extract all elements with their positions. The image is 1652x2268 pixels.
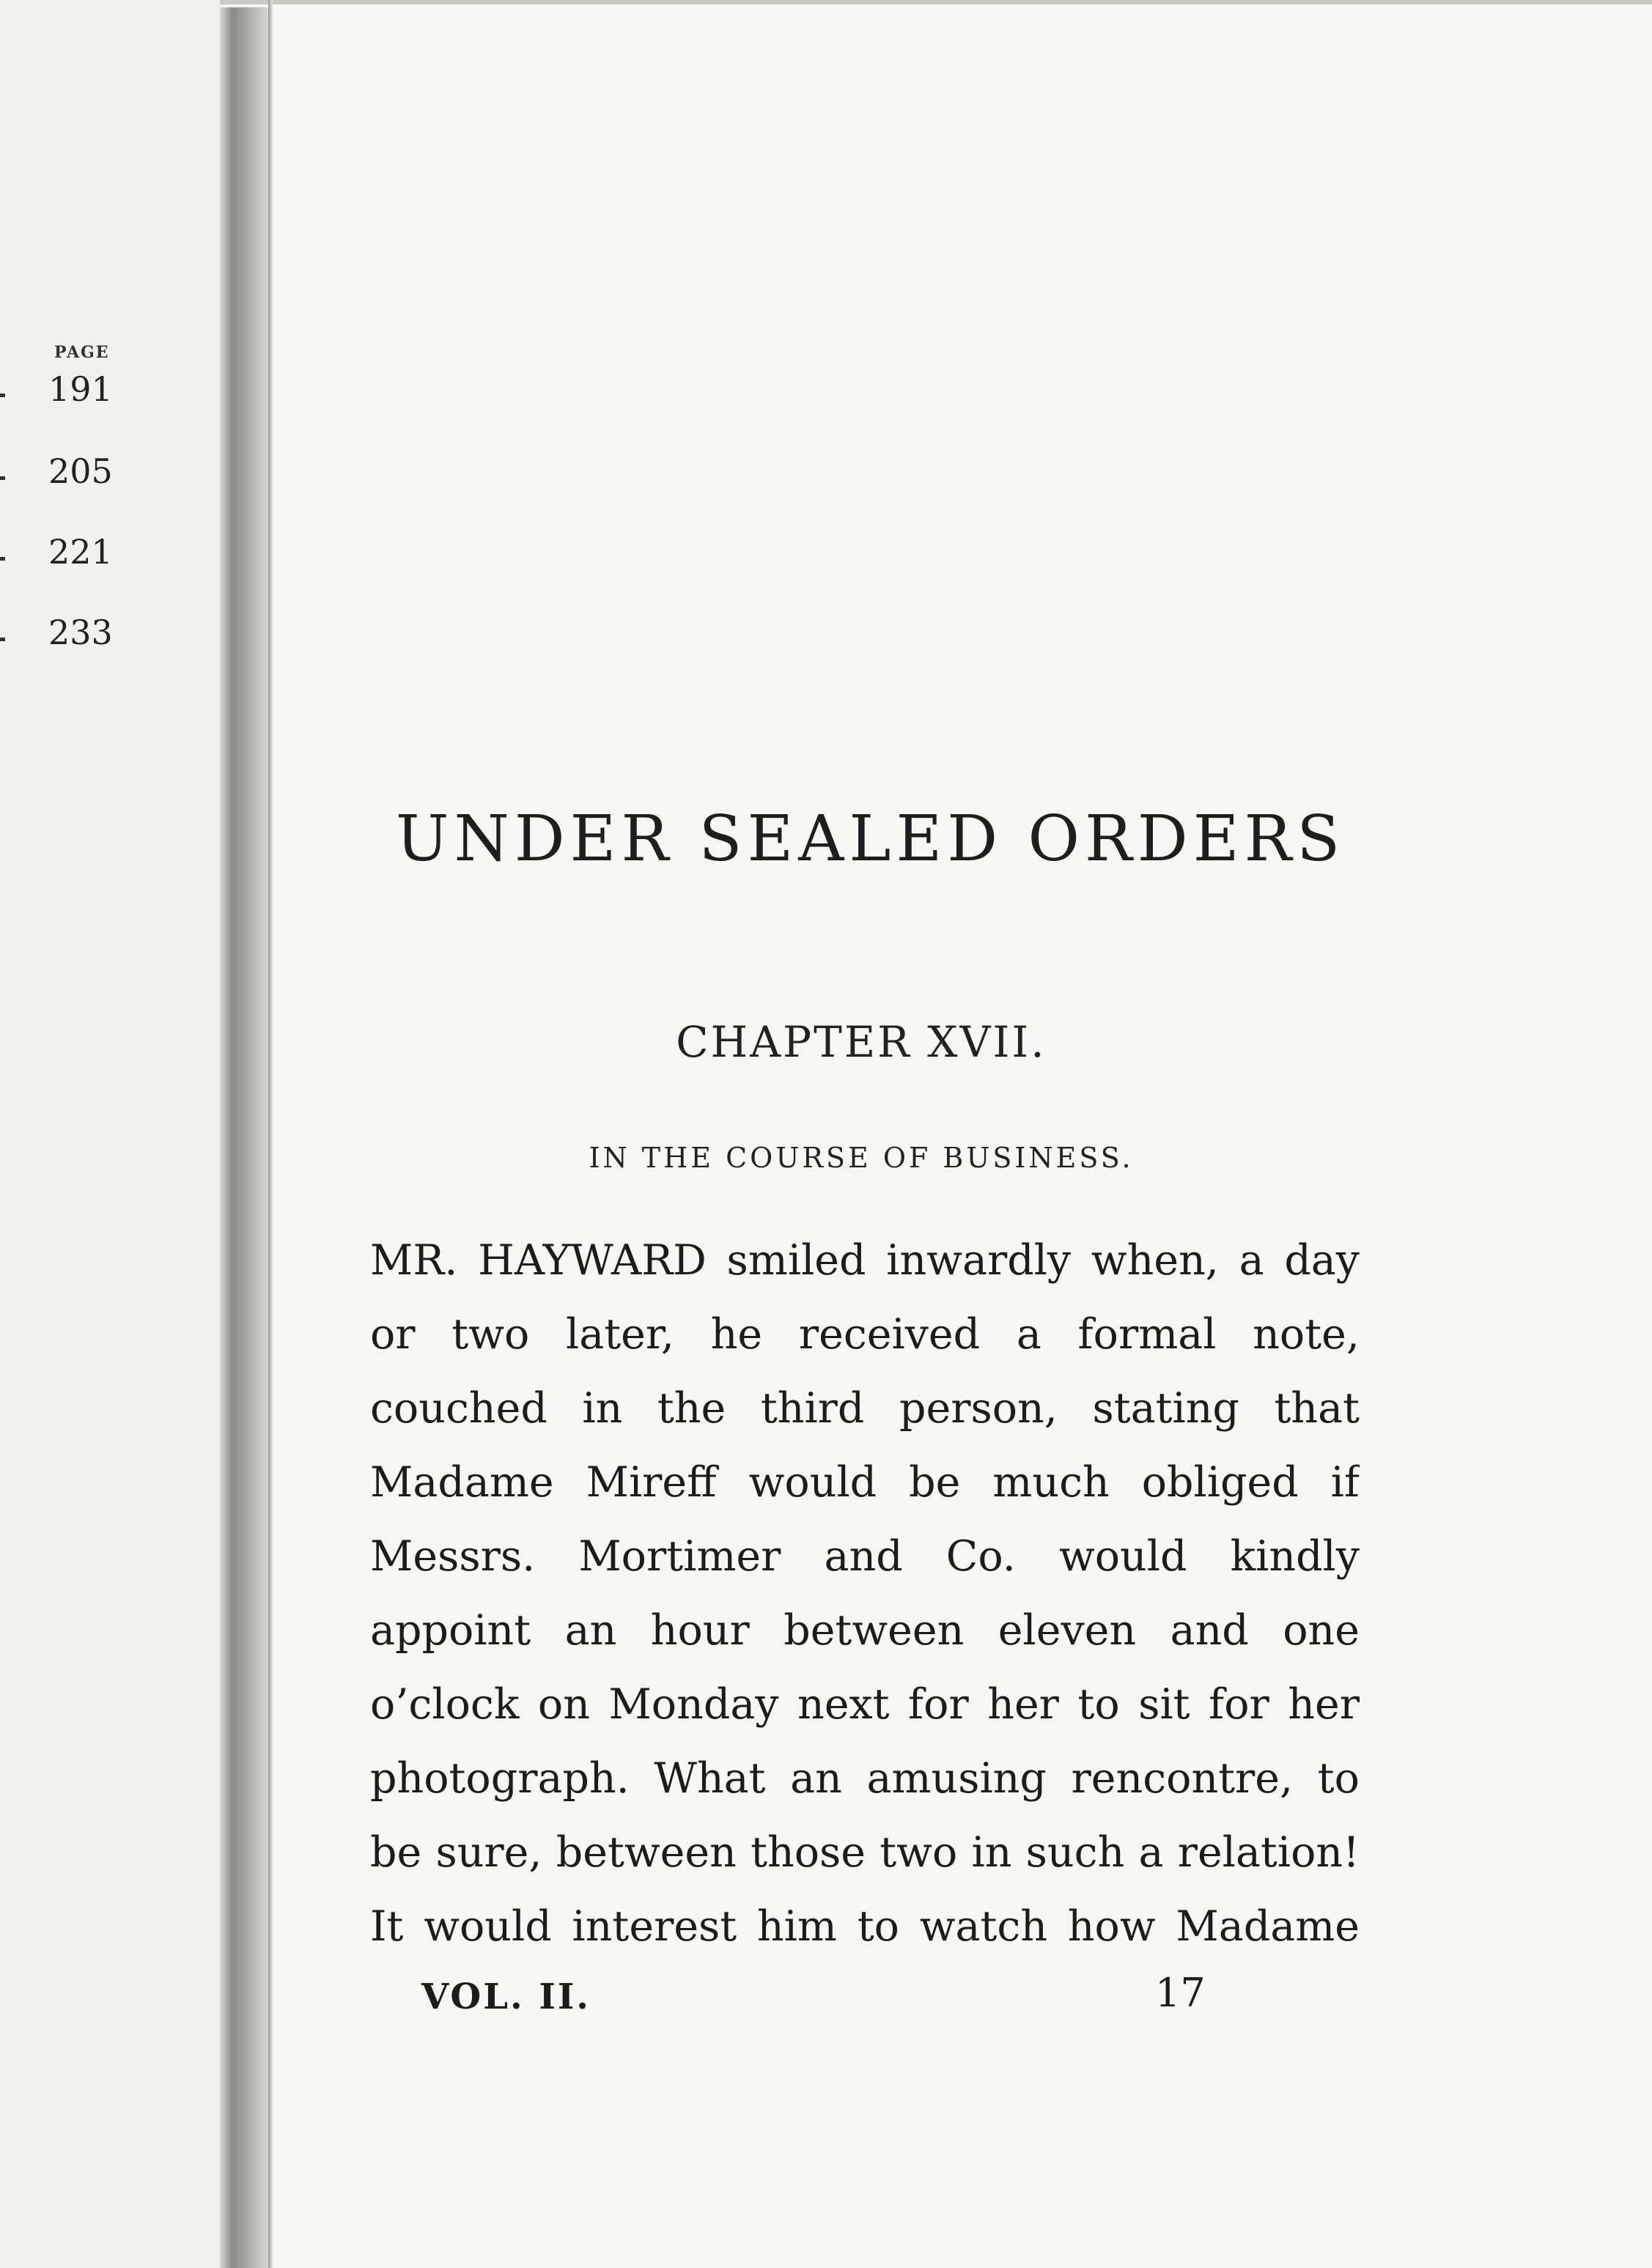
text-line: be sure, between those two in such a relation! [370,1828,1360,1877]
book-gutter [220,7,270,2268]
toc-leader-dot [0,638,5,641]
text-line: Messrs. Mortimer and Co. would kindly [370,1532,1360,1581]
text-line: appoint an hour between eleven and one [370,1606,1360,1655]
text-line: It would interest him to watch how Madame [370,1902,1360,1951]
signature-mark: 17 [1155,1970,1206,2016]
text-line: o’clock on Monday next for her to sit for her [370,1680,1360,1729]
volume-marker: VOL. II. [421,1976,591,2017]
text-line: photograph. What an amusing rencontre, to [370,1754,1360,1803]
toc-page-number: 233 [48,613,113,652]
chapter-heading: CHAPTER XVII. [676,1017,1047,1067]
toc-page-label: PAGE [54,343,110,362]
toc-leader-dot [0,476,5,480]
toc-leader-dot [0,394,5,397]
book-title: UNDER SEALED ORDERS [396,802,1346,876]
text-line: or two later, he received a formal note, [370,1310,1360,1359]
chapter-subtitle: IN THE COURSE OF BUSINESS. [589,1142,1134,1174]
toc-page-number: 191 [48,369,113,409]
text-line: Madame Mireff would be much obliged if [370,1458,1360,1507]
toc-page-number: 221 [48,532,113,572]
toc-page-number: 205 [48,451,113,491]
text-line: MR. HAYWARD smiled inwardly when, a day [370,1236,1360,1285]
body-text [370,1224,1360,1964]
toc-leader-dot [0,557,5,561]
text-line: couched in the third person, stating that [370,1384,1360,1433]
previous-page [0,0,220,2268]
